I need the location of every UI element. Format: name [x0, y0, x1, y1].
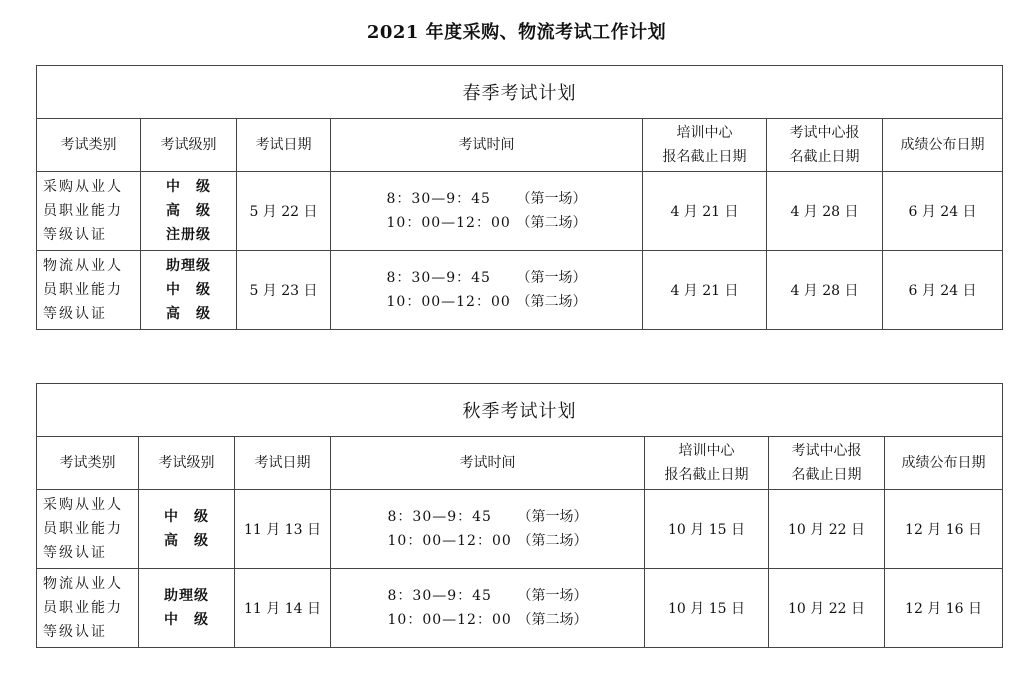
exam-center-deadline: 10 月 22 日: [769, 569, 885, 648]
autumn-plan-table: [36, 383, 1003, 648]
exam-center-deadline: 4 月 28 日: [767, 251, 883, 330]
header-level: 考试级别: [139, 437, 235, 490]
table-row: [37, 490, 1003, 569]
exam-date: 5 月 23 日: [237, 251, 331, 330]
table-row: [37, 172, 1003, 251]
exam-date: 11 月 13 日: [235, 490, 331, 569]
header-result-date: 成绩公布日期: [885, 437, 1003, 490]
exam-category: 物流从业人 员职业能力 等级认证: [37, 251, 141, 330]
exam-category: 采购从业人 员职业能力 等级认证: [37, 172, 141, 251]
exam-date: 11 月 14 日: [235, 569, 331, 648]
exam-time: 8：30—9：45 （第一场） 10：00—12：00 （第二场）: [331, 172, 643, 251]
exam-level: 中 级 高 级 注册级: [141, 172, 237, 251]
training-deadline: 10 月 15 日: [645, 569, 769, 648]
exam-center-deadline: 10 月 22 日: [769, 490, 885, 569]
exam-level: 助理级 中 级: [139, 569, 235, 648]
exam-time: 8：30—9：45 （第一场） 10：00—12：00 （第二场）: [331, 569, 645, 648]
header-date: 考试日期: [235, 437, 331, 490]
exam-time: 8：30—9：45 （第一场） 10：00—12：00 （第二场）: [331, 490, 645, 569]
training-deadline: 4 月 21 日: [643, 251, 767, 330]
table-row: [37, 251, 1003, 330]
exam-category: 采购从业人 员职业能力 等级认证: [37, 490, 139, 569]
exam-level: 助理级 中 级 高 级: [141, 251, 237, 330]
result-date: 12 月 16 日: [885, 490, 1003, 569]
spring-header-row: [37, 119, 1003, 172]
header-category: 考试类别: [37, 119, 141, 172]
header-level: 考试级别: [141, 119, 237, 172]
header-category: 考试类别: [37, 437, 139, 490]
exam-category: 物流从业人 员职业能力 等级认证: [37, 569, 139, 648]
spring-plan-table: [36, 65, 1003, 330]
table-row: [37, 569, 1003, 648]
autumn-header-row: [37, 437, 1003, 490]
page-title: 2021 年度采购、物流考试工作计划: [366, 22, 667, 43]
exam-level: 中 级 高 级: [139, 490, 235, 569]
header-date: 考试日期: [237, 119, 331, 172]
header-exam-center-deadline: 考试中心报 名截止日期: [767, 119, 883, 172]
spring-plan-title: 春季考试计划: [37, 66, 1003, 119]
header-result-date: 成绩公布日期: [883, 119, 1003, 172]
header-training-deadline: 培训中心 报名截止日期: [643, 119, 767, 172]
autumn-plan-title: 秋季考试计划: [37, 384, 1003, 437]
training-deadline: 4 月 21 日: [643, 172, 767, 251]
header-time: 考试时间: [331, 437, 645, 490]
training-deadline: 10 月 15 日: [645, 490, 769, 569]
header-time: 考试时间: [331, 119, 643, 172]
result-date: 6 月 24 日: [883, 172, 1003, 251]
header-training-deadline: 培训中心 报名截止日期: [645, 437, 769, 490]
result-date: 6 月 24 日: [883, 251, 1003, 330]
exam-center-deadline: 4 月 28 日: [767, 172, 883, 251]
result-date: 12 月 16 日: [885, 569, 1003, 648]
exam-date: 5 月 22 日: [237, 172, 331, 251]
header-exam-center-deadline: 考试中心报 名截止日期: [769, 437, 885, 490]
exam-time: 8：30—9：45 （第一场） 10：00—12：00 （第二场）: [331, 251, 643, 330]
